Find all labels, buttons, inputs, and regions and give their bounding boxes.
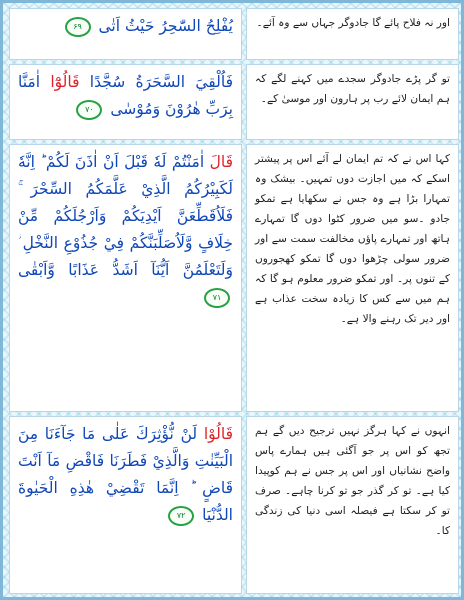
arabic-text: فَاُلْقِيَ السَّحَرَةُ سُجَّدًا xyxy=(89,73,233,91)
arabic-text: اٰمَنْتُمْ لَهٗ قَبْلَ اَنْ اٰذَنَ لَكُمْ ؕ اِنَّهٗ لَكَبِيْرُكُمُ الَّذِيْ عَلَّمَكُمُ السِّحْرَ ۚ فَلَاُقَطِّعَنَّ اَيْدِيَكُمْ وَاَرْجُلَكُمْ مِّنْ خِلَافٍ وَّلَاُصَلِّبَنَّكُمْ فِيْ جُذُوْعِ النَّخْلِ ؗ وَلَتَعْلَمُنَّ اَيُّنَآ اَشَدُّ عَذَابًا وَّاَبْقٰى xyxy=(18,153,233,279)
verse-row-72 xyxy=(9,416,459,594)
arabic-highlight-qalu: قَالُوْٓا xyxy=(40,73,90,91)
arabic-verse-70 xyxy=(9,64,242,140)
arabic-highlight-qalu: قَالُوْا xyxy=(197,425,233,443)
arabic-verse-69 xyxy=(9,8,242,60)
ayah-number-marker: ۷۲ xyxy=(168,506,194,526)
ayah-number-marker: ۶۹ xyxy=(65,17,91,37)
ayah-number-marker: ۷۰ xyxy=(76,100,102,120)
urdu-translation-69: اور نہ فلاح پائے گا جادوگر جہاں سے وہ آئے۔ xyxy=(246,8,459,60)
arabic-text: اٰمَنَّا بِرَبِّ هٰرُوْنَ وَمُوْسٰى xyxy=(18,73,233,118)
urdu-translation-71: کہا اس نے کہ تم ایمان لے آئے اس پر پیشتر اسکے کہ میں اجازت دوں تمہیں۔ بیشک وہ تمہارا بڑا ہے وہ جس نے سکھایا ہے تمکو جادو ۔سو میں ضرور کٹوا دوں گا تمہارے ہاتھ اور تمہارے پاؤں مخالفت سمت سے اور ضرور سولی چڑھوا دوں گا تمکو کھجوروں کے تنوں پر۔ اور تمکو ضرور معلوم ہو گا کہ ہم میں سے کس کا زیادہ سخت عذاب ہے اور دیر تک رہنے والا ہے۔ xyxy=(246,144,459,412)
urdu-translation-70: تو گر پڑے جادوگر سجدے میں کہنے لگے کہ ہم ایمان لائے رب پر ہارون اور موسیٰ کے۔ xyxy=(246,64,459,140)
urdu-translation-72: انہوں نے کہا ہرگز نہیں ترجیح دیں گے ہم تجھ کو اس پر جو آگئی ہیں ہمارے پاس واضح نشانیاں اور اس پر جس نے ہم کوپیدا کیا ہے۔ تو کر گذر جو تو کرنا چاہے۔ صرف تو کر سکتا ہے فیصلہ اسی دنیا کی زندگی کا۔ xyxy=(246,416,459,594)
arabic-text: لَنْ نُّؤْثِرَكَ عَلٰى مَا جَآءَنَا مِنَ الْبَيِّنٰتِ وَالَّذِيْ فَطَرَنَا فَاقْضِ مَآ اَنْتَ قَاضٍ ؕ اِنَّمَا تَقْضِيْ هٰذِهِ الْحَيٰوةَ الدُّنْيَا xyxy=(18,425,233,524)
arabic-verse-72 xyxy=(9,416,242,594)
arabic-highlight-qala: قَالَ xyxy=(204,153,233,171)
arabic-text: يُفْلِحُ السّٰحِرُ حَيْثُ اَتٰى xyxy=(98,17,233,35)
arabic-verse-71 xyxy=(9,144,242,412)
verse-row-69 xyxy=(9,8,459,60)
ayah-number-marker: ۷۱ xyxy=(204,288,230,308)
verse-row-70 xyxy=(9,64,459,140)
verse-row-71 xyxy=(9,144,459,412)
